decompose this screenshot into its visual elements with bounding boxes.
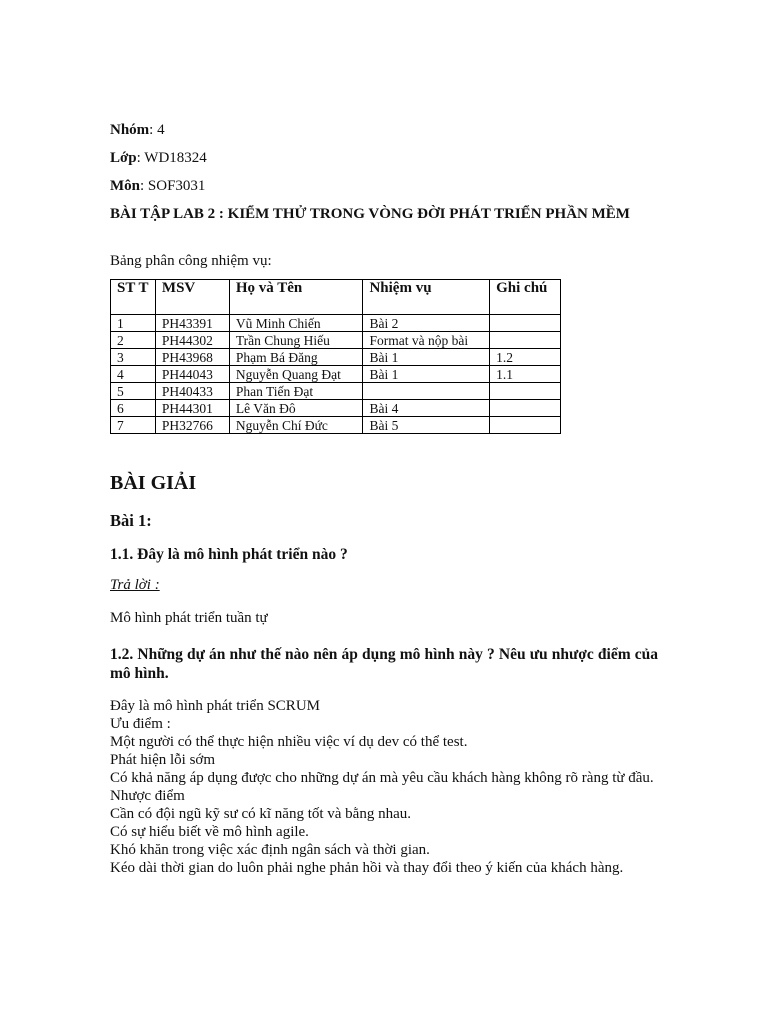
cell-msv: PH32766 [155,417,229,434]
answer-line: Có khả năng áp dụng được cho những dự án mà yêu cầu khách hàng không rõ ràng từ đầu. [110,770,654,786]
table-row [111,349,561,366]
cell-name: Phan Tiến Đạt [229,383,363,400]
cell-msv: PH43968 [155,349,229,366]
answer-label: Trả lời : [110,577,160,593]
cell-stt: 3 [111,349,156,366]
cell-note [490,315,561,332]
col-header-note: Ghi chú [490,280,561,315]
cell-note: 1.1 [490,366,561,383]
table-caption: Bảng phân công nhiệm vụ: [110,253,272,269]
cell-task: Bài 2 [363,315,490,332]
cell-task: Bài 4 [363,400,490,417]
subject-line [110,177,205,195]
cell-msv: PH44302 [155,332,229,349]
lab-title: BÀI TẬP LAB 2 : KIỂM THỬ TRONG VÒNG ĐỜI PHÁT TRIỂN PHẦN MỀM [110,206,630,222]
question-1-1: 1.1. Đây là mô hình phát triển nào ? [110,546,348,563]
cell-stt: 7 [111,417,156,434]
cell-note [490,332,561,349]
answer-1-2 [110,697,658,877]
answer-1-1: Mô hình phát triển tuần tự [110,610,268,626]
subject-value: : SOF3031 [140,178,206,194]
table-row [111,417,561,434]
solution-heading: BÀI GIẢI [110,472,197,494]
class-line [110,149,207,167]
cell-task: Bài 5 [363,417,490,434]
group-value: : 4 [149,122,165,138]
cell-task: Bài 1 [363,366,490,383]
table-row [111,315,561,332]
col-header-stt: ST T [111,280,156,315]
cell-task [363,383,490,400]
cell-stt: 2 [111,332,156,349]
group-line [110,121,165,139]
table-row [111,366,561,383]
cell-task: Format và nộp bài [363,332,490,349]
cell-name: Nguyễn Quang Đạt [229,366,363,383]
cell-note [490,417,561,434]
answer-line: Có sự hiểu biết về mô hình agile. [110,824,309,840]
cell-name: Trần Chung Hiếu [229,332,363,349]
table-row [111,332,561,349]
answer-line: Cần có đội ngũ kỹ sư có kĩ năng tốt và bằng nhau. [110,806,411,822]
cell-stt: 5 [111,383,156,400]
col-header-msv: MSV [155,280,229,315]
assignment-table [110,279,561,434]
cell-msv: PH44043 [155,366,229,383]
table-header-row [111,280,561,315]
question-1-2: 1.2. Những dự án như thế nào nên áp dụng mô hình này ? Nêu ưu nhược điểm của mô hình. [110,646,658,682]
cell-stt: 1 [111,315,156,332]
subject-label: Môn [110,178,140,194]
cell-name: Nguyễn Chí Đức [229,417,363,434]
col-header-name: Họ và Tên [229,280,363,315]
group-label: Nhóm [110,122,150,138]
cell-note: 1.2 [490,349,561,366]
class-value: : WD18324 [136,150,207,166]
answer-line: Phát hiện lỗi sớm [110,752,216,768]
class-label: Lớp [110,150,137,166]
cell-task: Bài 1 [363,349,490,366]
cell-note [490,400,561,417]
answer-line: Đây là mô hình phát triển SCRUM [110,698,320,714]
cell-stt: 4 [111,366,156,383]
cell-msv: PH44301 [155,400,229,417]
cell-note [490,383,561,400]
cell-name: Vũ Minh Chiến [229,315,363,332]
answer-line: Nhược điểm [110,788,185,804]
cell-msv: PH40433 [155,383,229,400]
cell-name: Lê Văn Đô [229,400,363,417]
table-row [111,400,561,417]
cell-msv: PH43391 [155,315,229,332]
exercise-heading: Bài 1: [110,511,152,530]
table-row [111,383,561,400]
answer-line: Kéo dài thời gian do luôn phải nghe phản hồi và thay đổi theo ý kiến của khách hàng. [110,860,624,876]
answer-line: Một người có thể thực hiện nhiều việc ví dụ dev có thể test. [110,734,468,750]
answer-line: Ưu điểm : [110,716,171,732]
answer-line: Khó khăn trong việc xác định ngân sách và thời gian. [110,842,430,858]
cell-name: Phạm Bá Đăng [229,349,363,366]
col-header-task: Nhiệm vụ [363,280,490,315]
cell-stt: 6 [111,400,156,417]
